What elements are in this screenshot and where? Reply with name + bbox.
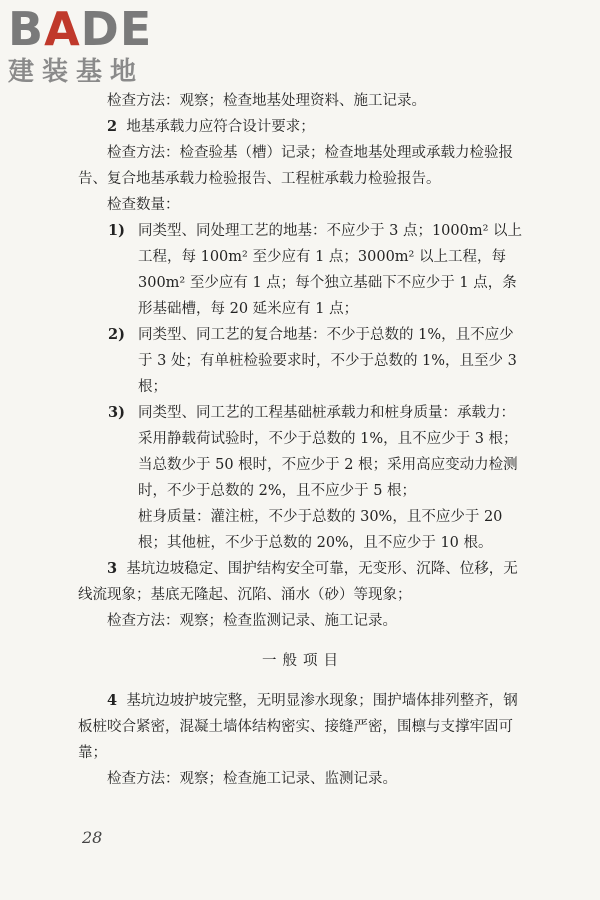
- logo-chinese: 建装基地: [8, 57, 145, 87]
- clause-4: 4 基坑边坡护坡完整，无明显渗水现象；围护墙体排列整齐，钢板桩咬合紧密，混凝土墙体结构密实、接缝严密，围檩与支撑牢固可靠；: [78, 692, 518, 761]
- list-item: 2) 同类型、同工艺的复合地基：不少于总数的 1%，且不应少于 3 处；有单桩检验要求时，不少于总数的 1%，且至少 3 根；: [108, 326, 517, 395]
- inspection-method-3: 检查方法：观察；检查监测记录、施工记录。: [107, 613, 397, 629]
- logo-mark: BADE: [8, 2, 153, 56]
- list-item: 3) 同类型、同工艺的工程基础桩承载力和桩身质量：承载力：采用静载荷试验时，不少于总数的 1%，且不应少于 3 根；当总数少于 50 根时，不应少于 2 根；采用高应变动力检测时，不少于总数的 2%，且不应少于 5 根； 桩身质量：灌注桩，不少于总数的 30%，且不应少于 20 根；其他桩，不少于总数的 20%，且不应少于 10 根。: [108, 404, 518, 551]
- logo: [8, 4, 178, 88]
- inspection-method-4: 检查方法：观察；检查施工记录、监测记录。: [107, 771, 397, 787]
- section-title: 一般项目: [262, 653, 344, 669]
- page-number: 28: [82, 828, 103, 847]
- inspection-method-2: 检查方法：检查验基（槽）记录；检查地基处理或承载力检验报告、复合地基承载力检验报告、工程桩承载力检验报告。: [78, 145, 513, 187]
- clause-2: 2 地基承载力应符合设计要求；: [107, 118, 315, 135]
- list-item: 1) 同类型、同处理工艺的地基：不应少于 3 点；1000m² 以上工程，每 100m² 至少应有 1 点；3000m² 以上工程，每 300m² 至少应有 1 点；每个独立基础下不应少于 1 点，条形基础槽，每 20 延米应有 1 点；: [108, 222, 523, 317]
- inspection-method-1: 检查方法：观察；检查地基处理资料、施工记录。: [107, 93, 426, 109]
- document-body: [78, 88, 528, 792]
- clause-3: 3 基坑边坡稳定、围护结构安全可靠，无变形、沉降、位移，无线流现象；基底无隆起、沉陷、涌水（砂）等现象；: [78, 560, 518, 603]
- quantity-label: 检查数量：: [107, 197, 180, 213]
